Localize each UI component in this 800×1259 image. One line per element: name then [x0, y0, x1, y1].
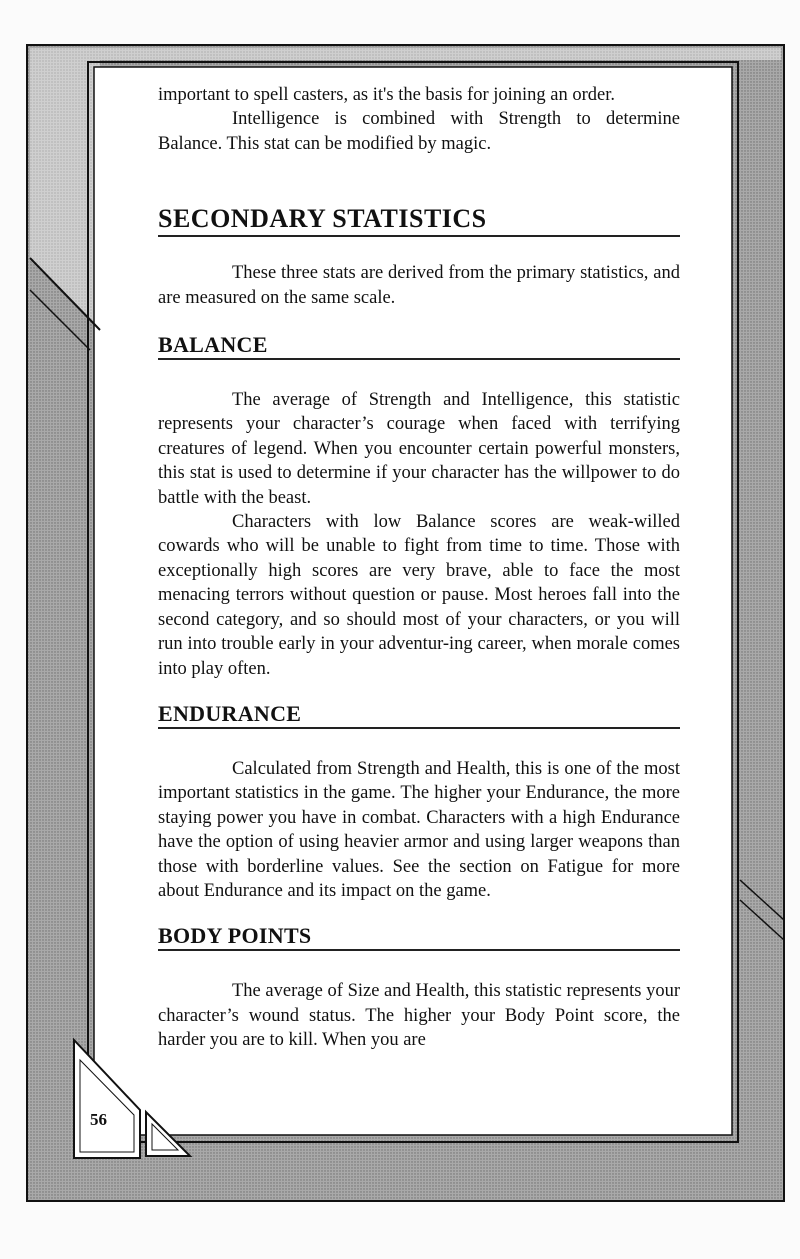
endurance-heading: ENDURANCE [158, 701, 680, 729]
balance-heading: BALANCE [158, 332, 680, 360]
secondary-statistics-heading: SECONDARY STATISTICS [158, 204, 680, 237]
secondary-statistics-paragraph: These three stats are derived from the primary statistics, and are measured on the same scale. [158, 263, 680, 308]
body-points-heading: BODY POINTS [158, 923, 680, 951]
balance-paragraph-2: Characters with low Balance scores are weak-willed cowards who will be unable to fight from time to time. Those with exceptionally high scores are very brave, able to face the most menacing terrors without question or pause. Most heroes fall into the second category, and so should most of your characters, or you will run into trouble early in your adventur-ing career, when morale comes into play often. [158, 512, 680, 679]
intro-intelligence-paragraph: Intelligence is combined with Strength to determine Balance. This stat can be modified by magic. [158, 109, 680, 154]
body-points-paragraph: The average of Size and Health, this statistic represents your character’s wound status. The higher your Body Point score, the harder you are to kill. When you are [158, 981, 680, 1051]
balance-paragraph-1: The average of Strength and Intelligence, this statistic represents your character’s courage when faced with terrifying creatures of legend. When you encounter certain powerful monsters, this stat is used to determine if your character has the willpower to do battle with the beast. [158, 390, 680, 508]
endurance-paragraph: Calculated from Strength and Health, this is one of the most important statistics in the game. The higher your Endurance, the more staying power you have in combat. Characters with a high Endurance have the option of using heavier armor and using larger weapons than those with borderline values. See the section on Fatigue for more about Endurance and its impact on the game. [158, 758, 680, 901]
page-number: 56 [90, 1110, 107, 1129]
intro-continued-text: important to spell casters, as it's the basis for joining an order. [158, 85, 616, 105]
page-content [158, 83, 680, 1053]
